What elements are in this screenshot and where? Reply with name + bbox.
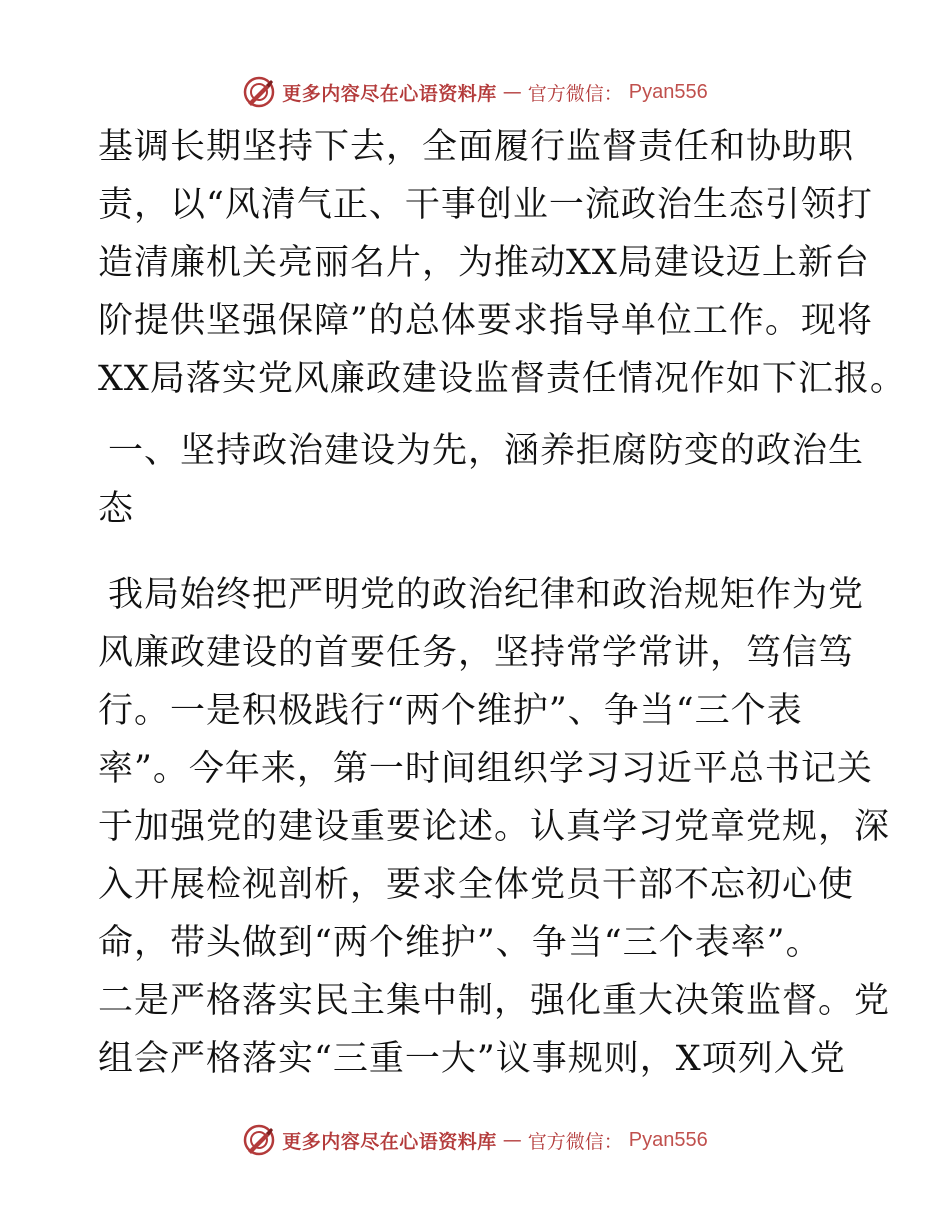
logo-icon bbox=[242, 75, 276, 109]
text-line: 命，带头做到“两个维护”、争当“三个表率”。 bbox=[98, 923, 822, 963]
text-line: 我局始终把严明党的政治纪律和政治规矩作为党 bbox=[108, 575, 865, 615]
text-line: 责，以“风清气正、干事创业一流政治生态引领打 bbox=[98, 185, 873, 225]
heading-line: 一、坚持政治建设为先，涵养拒腐防变的政治生 bbox=[108, 431, 865, 471]
banner-wechat-id: Pyan556 bbox=[628, 80, 708, 103]
header-banner bbox=[0, 70, 950, 114]
banner-main-text: 更多内容尽在心语资料库 bbox=[282, 1130, 497, 1153]
banner-dash: — bbox=[502, 1129, 522, 1151]
banner-dash: — bbox=[502, 81, 522, 103]
banner-sub-text: 官方微信： bbox=[527, 1130, 623, 1153]
document-body bbox=[98, 118, 906, 1088]
banner-wechat-id: Pyan556 bbox=[628, 1128, 708, 1151]
text-line: 于加强党的建设重要论述。认真学习党章党规，深 bbox=[98, 807, 891, 847]
text-line: 风廉政建设的首要任务，坚持常学常讲，笃信笃 bbox=[98, 633, 855, 673]
text-line: 入开展检视剖析，要求全体党员干部不忘初心使 bbox=[98, 865, 855, 905]
text-line: 造清廉机关亮丽名片，为推动XX局建设迈上新台 bbox=[98, 243, 870, 283]
heading-line: 态 bbox=[98, 489, 135, 529]
banner-main-text: 更多内容尽在心语资料库 bbox=[282, 82, 497, 105]
body-paragraph bbox=[98, 566, 891, 1088]
text-line: 基调长期坚持下去，全面履行监督责任和协助职 bbox=[98, 127, 855, 167]
text-line: 率”。今年来，第一时间组织学习习近平总书记关 bbox=[98, 749, 873, 789]
text-line: 行。一是积极践行“两个维护”、争当“三个表 bbox=[98, 691, 803, 731]
logo-icon bbox=[242, 1123, 276, 1157]
footer-banner bbox=[0, 1118, 950, 1162]
text-line: 二是严格落实民主集中制，强化重大决策监督。党 bbox=[98, 981, 891, 1021]
section-heading bbox=[98, 422, 865, 538]
intro-paragraph bbox=[98, 118, 906, 408]
text-line: 阶提供坚强保障”的总体要求指导单位工作。现将 bbox=[98, 301, 873, 341]
text-line: 组会严格落实“三重一大”议事规则，X项列入党 bbox=[98, 1039, 846, 1079]
text-line: XX局落实党风廉政建设监督责任情况作如下汇报。 bbox=[98, 359, 906, 399]
banner-sub-text: 官方微信： bbox=[527, 82, 623, 105]
